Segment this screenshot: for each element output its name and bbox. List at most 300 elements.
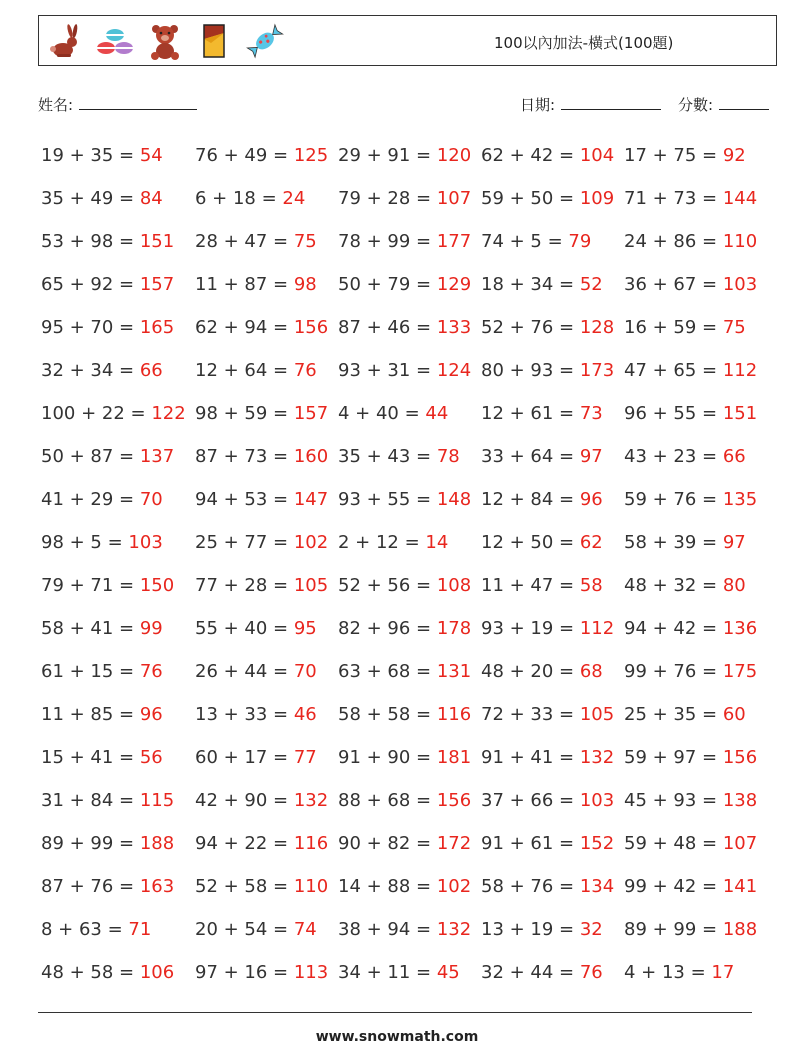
problem-answer: 103 [579,790,615,811]
problem-answer: 109 [579,188,615,209]
problem-cell [195,564,328,607]
header-icons [45,21,285,61]
name-label: 姓名: [38,96,74,114]
problem-cell [195,521,328,564]
problem-cell [624,693,746,736]
problem-question: 90 + 82 = [338,833,437,854]
problem-question: 99 + 42 = [624,876,723,897]
problem-cell [481,435,603,478]
problem-cell [41,521,163,564]
problem-answer: 157 [139,274,175,295]
problem-answer: 102 [293,532,329,553]
problem-answer: 75 [293,231,317,252]
problem-answer: 52 [579,274,603,295]
problem-cell [624,349,757,392]
problem-cell [195,607,317,650]
problem-cell [624,263,757,306]
problem-question: 59 + 97 = [624,747,723,768]
problem-cell [481,693,614,736]
problem-answer: 77 [293,747,317,768]
problem-row [41,865,761,908]
problem-cell [338,908,471,951]
problem-row [41,693,761,736]
problem-cell [624,779,757,822]
problem-question: 37 + 66 = [481,790,580,811]
problem-question: 97 + 16 = [195,962,294,983]
problem-cell [624,865,757,908]
problem-question: 25 + 77 = [195,532,294,553]
problem-cell [624,521,746,564]
problem-cell [481,392,603,435]
problem-question: 79 + 28 = [338,188,437,209]
problem-cell [41,779,174,822]
problem-cell [624,435,746,478]
problem-question: 29 + 91 = [338,145,437,166]
problem-answer: 58 [579,575,603,596]
problem-question: 12 + 50 = [481,532,580,553]
problem-answer: 45 [436,962,460,983]
problem-question: 18 + 34 = [481,274,580,295]
problem-cell [338,478,471,521]
problem-question: 32 + 44 = [481,962,580,983]
problem-cell [481,779,614,822]
problem-cell [338,349,471,392]
problem-question: 94 + 53 = [195,489,294,510]
problem-answer: 105 [579,704,615,725]
problem-cell [195,349,317,392]
problem-answer: 112 [579,618,615,639]
problem-cell [41,220,174,263]
problem-answer: 156 [722,747,758,768]
problem-cell [481,564,603,607]
problem-cell [338,779,471,822]
problem-question: 52 + 58 = [195,876,294,897]
problem-question: 60 + 17 = [195,747,294,768]
problem-cell [195,177,305,220]
problem-cell [338,177,471,220]
problem-question: 17 + 75 = [624,145,723,166]
problem-answer: 122 [151,403,186,424]
problem-answer: 95 [293,618,317,639]
problem-question: 99 + 76 = [624,661,723,682]
problem-answer: 131 [436,661,472,682]
problem-question: 71 + 73 = [624,188,723,209]
problem-answer: 115 [139,790,175,811]
problem-cell [195,435,328,478]
chocolate-bar-icon [195,21,235,61]
problem-question: 13 + 19 = [481,919,580,940]
problem-question: 98 + 59 = [195,403,294,424]
problem-answer: 80 [722,575,746,596]
problem-row [41,736,761,779]
problem-cell [195,865,328,908]
problem-answer: 144 [722,188,758,209]
problem-question: 24 + 86 = [624,231,723,252]
problem-question: 77 + 28 = [195,575,294,596]
problem-row [41,392,761,435]
problem-cell [41,822,174,865]
problem-question: 6 + 18 = [195,188,283,209]
problem-cell [41,263,174,306]
problem-question: 65 + 92 = [41,274,140,295]
problem-cell [624,564,746,607]
problem-cell [338,822,471,865]
problem-question: 25 + 35 = [624,704,723,725]
problem-answer: 92 [722,145,746,166]
problem-answer: 96 [139,704,163,725]
problem-cell [338,392,448,435]
problem-question: 45 + 93 = [624,790,723,811]
problem-cell [338,736,471,779]
problem-answer: 107 [436,188,472,209]
problem-question: 63 + 68 = [338,661,437,682]
problem-answer: 163 [139,876,175,897]
problem-cell [338,521,448,564]
problem-answer: 151 [722,403,758,424]
problem-question: 35 + 49 = [41,188,140,209]
problem-cell [481,736,614,779]
problem-question: 20 + 54 = [195,919,294,940]
problem-cell [481,650,603,693]
problem-answer: 62 [579,532,603,553]
problem-question: 91 + 41 = [481,747,580,768]
problem-cell [195,134,328,177]
problem-cell [624,607,757,650]
problem-question: 94 + 42 = [624,618,723,639]
problem-cell [41,478,163,521]
problem-cell [338,220,471,263]
problem-cell [41,693,163,736]
problem-cell [481,908,603,951]
problem-cell [338,435,460,478]
problem-cell [41,349,163,392]
problem-question: 34 + 11 = [338,962,437,983]
problem-cell [41,134,163,177]
problem-cell [481,822,614,865]
problem-row [41,779,761,822]
problem-question: 15 + 41 = [41,747,140,768]
score-blank[interactable] [719,95,769,110]
problem-answer: 112 [722,360,758,381]
problem-row [41,306,761,349]
macarons-icon [95,21,135,61]
problem-question: 28 + 47 = [195,231,294,252]
problem-answer: 54 [139,145,163,166]
problem-answer: 14 [425,532,449,553]
problem-answer: 103 [128,532,163,553]
footer-divider [38,1012,752,1013]
problem-question: 59 + 48 = [624,833,723,854]
problem-row [41,908,761,951]
problem-cell [41,908,151,951]
problem-cell [41,435,174,478]
problem-answer: 76 [139,661,163,682]
problem-question: 58 + 58 = [338,704,437,725]
problem-question: 100 + 22 = [41,403,152,424]
problem-question: 52 + 76 = [481,317,580,338]
problem-answer: 76 [579,962,603,983]
problem-question: 8 + 63 = [41,919,129,940]
problem-question: 48 + 58 = [41,962,140,983]
problem-answer: 160 [293,446,329,467]
problem-row [41,650,761,693]
name-blank[interactable] [79,95,197,110]
problem-answer: 68 [579,661,603,682]
problem-question: 55 + 40 = [195,618,294,639]
problem-question: 58 + 41 = [41,618,140,639]
problem-question: 14 + 88 = [338,876,437,897]
problem-answer: 152 [579,833,615,854]
problem-cell [195,306,328,349]
problem-cell [41,392,186,435]
problem-question: 33 + 64 = [481,446,580,467]
problem-answer: 56 [139,747,163,768]
problem-question: 13 + 33 = [195,704,294,725]
problem-cell [195,650,317,693]
problem-answer: 102 [436,876,472,897]
problem-answer: 110 [722,231,758,252]
problem-answer: 177 [436,231,472,252]
problem-question: 50 + 79 = [338,274,437,295]
problem-cell [338,263,471,306]
problem-question: 58 + 39 = [624,532,723,553]
problem-cell [481,177,614,220]
problem-cell [624,650,757,693]
problem-answer: 107 [722,833,758,854]
problem-question: 93 + 31 = [338,360,437,381]
problem-answer: 104 [579,145,615,166]
problem-answer: 60 [722,704,746,725]
problem-question: 78 + 99 = [338,231,437,252]
problem-cell [195,263,317,306]
problem-cell [481,607,614,650]
problem-cell [338,134,471,177]
problem-cell [624,951,734,994]
problem-question: 93 + 19 = [481,618,580,639]
problem-question: 12 + 64 = [195,360,294,381]
problem-cell [195,951,328,994]
problem-question: 50 + 87 = [41,446,140,467]
problem-question: 87 + 73 = [195,446,294,467]
problem-answer: 70 [139,489,163,510]
problem-answer: 17 [711,962,735,983]
problem-cell [624,177,757,220]
problem-cell [624,392,757,435]
problem-question: 26 + 44 = [195,661,294,682]
problem-cell [41,177,163,220]
problem-question: 59 + 50 = [481,188,580,209]
problem-answer: 148 [436,489,472,510]
problem-question: 89 + 99 = [624,919,723,940]
problem-cell [338,306,471,349]
problem-question: 96 + 55 = [624,403,723,424]
problem-question: 91 + 61 = [481,833,580,854]
problem-question: 82 + 96 = [338,618,437,639]
problem-answer: 156 [436,790,472,811]
problem-answer: 70 [293,661,317,682]
problem-question: 62 + 94 = [195,317,294,338]
problem-answer: 74 [293,919,317,940]
problem-answer: 116 [436,704,472,725]
problem-question: 11 + 85 = [41,704,140,725]
problem-question: 11 + 47 = [481,575,580,596]
problem-question: 48 + 32 = [624,575,723,596]
problem-cell [195,220,317,263]
problem-answer: 97 [722,532,746,553]
problem-question: 35 + 43 = [338,446,437,467]
problem-answer: 46 [293,704,317,725]
problem-cell [338,951,460,994]
teddy-bear-icon [145,21,185,61]
problem-question: 31 + 84 = [41,790,140,811]
problem-row [41,349,761,392]
problem-question: 41 + 29 = [41,489,140,510]
worksheet-header [38,15,777,66]
problem-question: 94 + 22 = [195,833,294,854]
problem-grid [41,134,761,994]
problem-cell [624,134,746,177]
problem-cell [481,263,603,306]
problem-question: 32 + 34 = [41,360,140,381]
problem-question: 59 + 76 = [624,489,723,510]
problem-cell [41,564,174,607]
problem-answer: 79 [568,231,592,252]
problem-cell [481,951,603,994]
problem-row [41,134,761,177]
problem-cell [481,134,614,177]
problem-cell [338,650,471,693]
problem-cell [624,478,757,521]
date-field [520,94,661,115]
problem-row [41,822,761,865]
problem-cell [481,521,603,564]
problem-question: 53 + 98 = [41,231,140,252]
worksheet-title: 100以內加法-橫式(100題) [494,34,674,52]
problem-cell [195,693,317,736]
problem-cell [338,607,471,650]
problem-question: 76 + 49 = [195,145,294,166]
problem-question: 88 + 68 = [338,790,437,811]
problem-cell [195,908,317,951]
problem-cell [481,220,591,263]
problem-question: 62 + 42 = [481,145,580,166]
problem-answer: 75 [722,317,746,338]
problem-question: 80 + 93 = [481,360,580,381]
problem-answer: 132 [293,790,329,811]
problem-answer: 134 [579,876,615,897]
problem-answer: 133 [436,317,472,338]
problem-answer: 98 [293,274,317,295]
problem-question: 48 + 20 = [481,661,580,682]
problem-question: 12 + 61 = [481,403,580,424]
problem-question: 93 + 55 = [338,489,437,510]
problem-answer: 97 [579,446,603,467]
problem-cell [41,306,174,349]
problem-row [41,263,761,306]
problem-answer: 165 [139,317,175,338]
problem-cell [338,865,471,908]
problem-cell [481,349,614,392]
problem-question: 87 + 76 = [41,876,140,897]
problem-answer: 103 [722,274,758,295]
problem-cell [624,306,746,349]
problem-question: 47 + 65 = [624,360,723,381]
problem-cell [338,564,471,607]
problem-answer: 110 [293,876,329,897]
problem-cell [481,478,603,521]
problem-answer: 44 [425,403,449,424]
problem-answer: 128 [579,317,615,338]
problem-cell [624,822,757,865]
problem-question: 11 + 87 = [195,274,294,295]
problem-answer: 188 [139,833,175,854]
problem-row [41,607,761,650]
problem-answer: 73 [579,403,603,424]
problem-question: 72 + 33 = [481,704,580,725]
problem-answer: 116 [293,833,329,854]
problem-question: 89 + 99 = [41,833,140,854]
problem-question: 16 + 59 = [624,317,723,338]
date-blank[interactable] [561,95,661,110]
candy-icon [245,21,285,61]
problem-answer: 173 [579,360,615,381]
problem-answer: 96 [579,489,603,510]
problem-question: 4 + 13 = [624,962,712,983]
problem-row [41,220,761,263]
problem-answer: 32 [579,919,603,940]
problem-cell [41,951,174,994]
problem-answer: 138 [722,790,758,811]
problem-question: 43 + 23 = [624,446,723,467]
problem-answer: 84 [139,188,163,209]
problem-answer: 71 [128,919,152,940]
problem-answer: 24 [282,188,306,209]
problem-question: 87 + 46 = [338,317,437,338]
problem-question: 42 + 90 = [195,790,294,811]
problem-question: 79 + 71 = [41,575,140,596]
problem-question: 98 + 5 = [41,532,129,553]
problem-row [41,521,761,564]
problem-answer: 137 [139,446,175,467]
problem-cell [41,607,163,650]
problem-question: 36 + 67 = [624,274,723,295]
problem-answer: 125 [293,145,329,166]
footer-website: www.snowmath.com [315,1029,479,1045]
problem-question: 58 + 76 = [481,876,580,897]
problem-cell [195,736,317,779]
problem-cell [481,306,614,349]
problem-question: 12 + 84 = [481,489,580,510]
problem-answer: 66 [722,446,746,467]
problem-answer: 108 [436,575,472,596]
problem-cell [624,220,757,263]
problem-answer: 150 [139,575,175,596]
date-label: 日期: [520,96,556,114]
problem-cell [481,865,614,908]
problem-answer: 172 [436,833,472,854]
problem-answer: 157 [293,403,329,424]
problem-cell [195,478,328,521]
problem-answer: 120 [436,145,472,166]
problem-cell [41,736,163,779]
problem-cell [41,650,163,693]
problem-question: 38 + 94 = [338,919,437,940]
problem-cell [624,736,757,779]
problem-answer: 147 [293,489,329,510]
problem-answer: 188 [722,919,758,940]
problem-answer: 76 [293,360,317,381]
problem-answer: 175 [722,661,758,682]
